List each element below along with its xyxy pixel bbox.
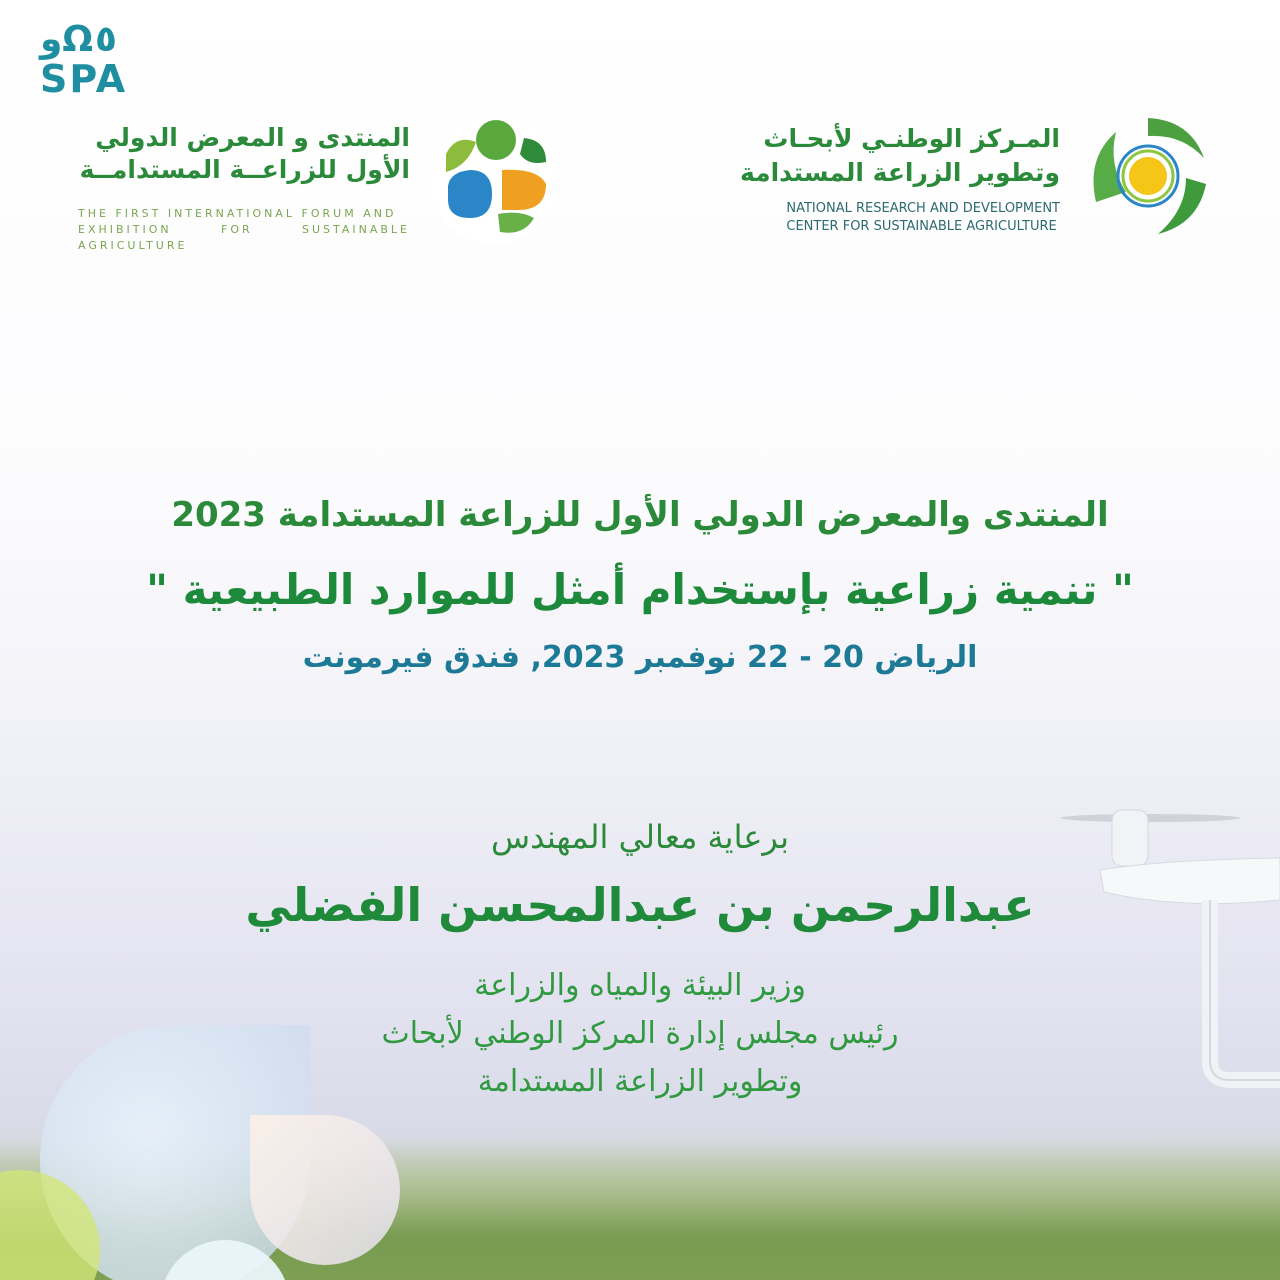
forum-emblem-icon: [428, 114, 560, 246]
patron-role-chairman: رئيس مجلس إدارة المركز الوطني لأبحاث: [381, 1016, 899, 1051]
research-center-logo: [670, 110, 1210, 250]
spa-logo: [40, 19, 152, 101]
decorative-circle-small: [250, 1115, 400, 1265]
center-english-name: NATIONAL RESEARCH AND DEVELOPMENT CENTER FOR SUSTAINABLE AGRICULTURE: [786, 201, 1060, 234]
patron-intro: برعاية معالي المهندس: [491, 818, 789, 856]
spa-logo-latin: SPA: [40, 57, 128, 101]
event-location-date: الرياض 20 - 22 نوفمبر 2023, فندق فيرمونت: [302, 640, 978, 675]
patron-role-chairman-cont: وتطوير الزراعة المستدامة: [477, 1064, 803, 1099]
forum-arabic-name: المنتدى و المعرض الدولي الأول للزراعــة المستدامــة: [79, 123, 410, 184]
spa-logo-arabic: وΩ٥: [40, 19, 117, 60]
sun-leaf-emblem-icon: [1086, 114, 1210, 238]
patron-name: عبدالرحمن بن عبدالمحسن الفضلي: [245, 878, 1035, 932]
center-arabic-name: المـركز الوطنـي لأبحـاث وتطوير الزراعة المستدامة: [739, 124, 1060, 187]
forum-logo: [60, 110, 560, 250]
event-title: المنتدى والمعرض الدولي الأول للزراعة المستدامة 2023: [171, 495, 1109, 535]
patron-role-minister: وزير البيئة والمياه والزراعة: [474, 968, 806, 1003]
forum-english-name: THE FIRST INTERNATIONAL FORUM AND EXHIBITION FOR SUSTAINABLE AGRICULTURE: [78, 207, 410, 252]
event-theme: " تنمية زراعية بإستخدام أمثل للموارد الطبيعية ": [146, 565, 1134, 614]
